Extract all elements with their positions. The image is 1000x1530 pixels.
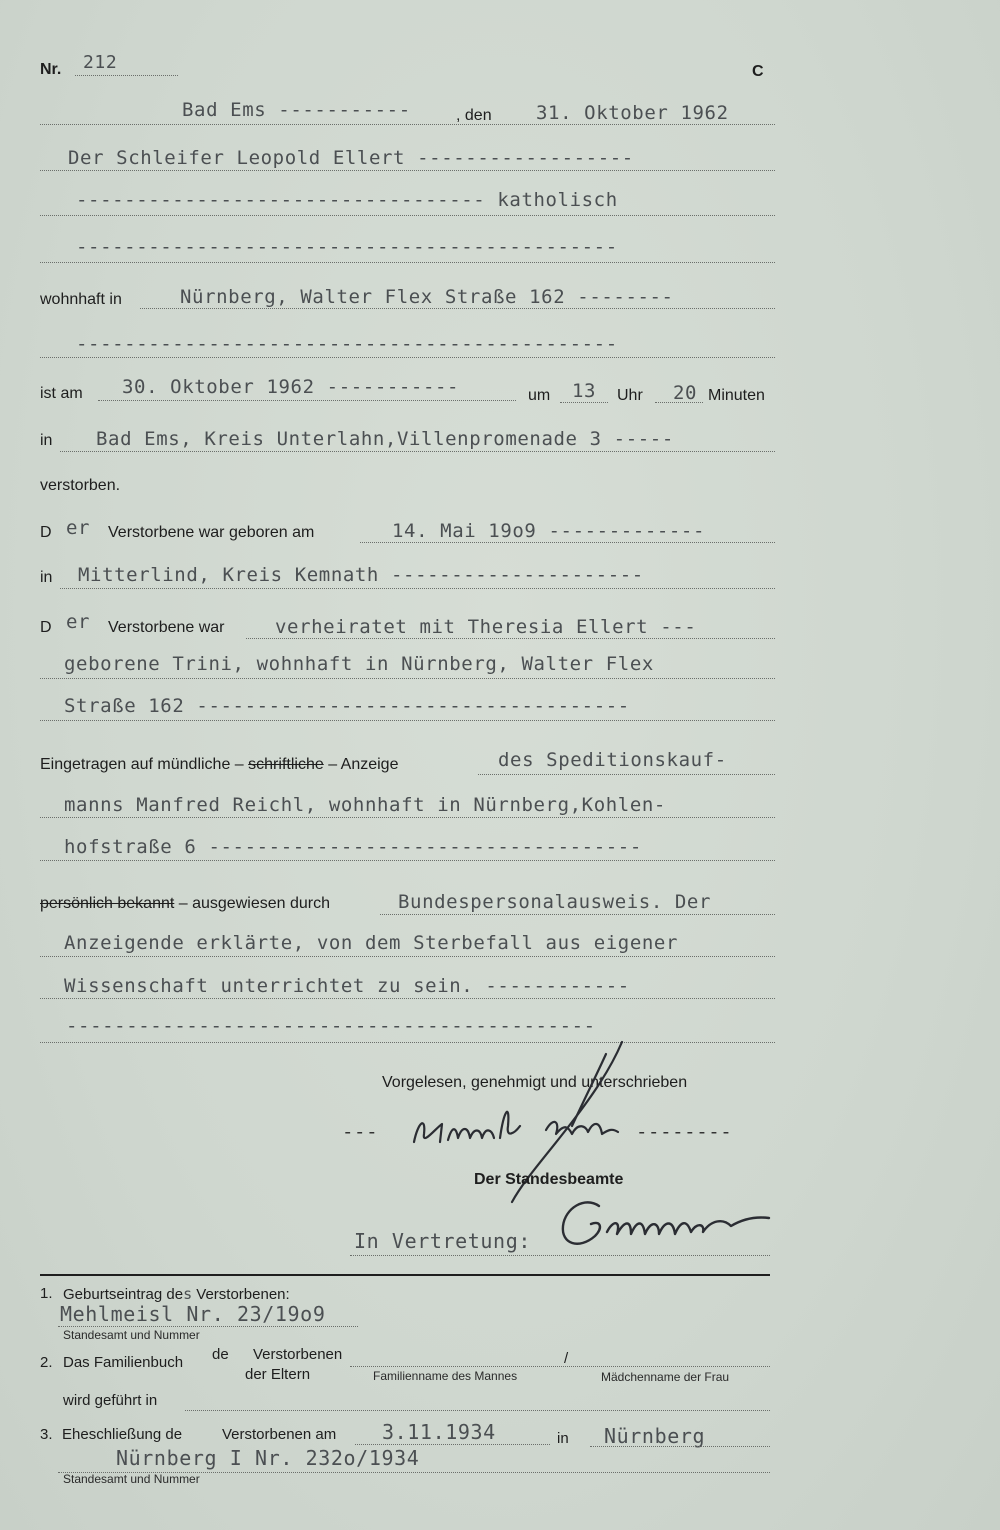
- birth-entry-label-text: Geburtseintrag de: [63, 1286, 184, 1303]
- verstorben-label: verstorben.: [40, 477, 121, 494]
- representation-text: In Vertretung:: [354, 1229, 531, 1253]
- death-place-label: in: [40, 432, 53, 449]
- identification-label-struck: persönlich bekannt: [40, 895, 175, 912]
- line-birth-entry: [58, 1326, 358, 1327]
- line-marital-1: [246, 638, 775, 639]
- marriage-tail: Verstorbenen am: [222, 1426, 337, 1443]
- identification-label-suffix: – ausgewiesen durch: [178, 895, 330, 912]
- line-identification-1: [380, 914, 775, 915]
- line-person-2: [40, 215, 775, 216]
- identification-line-4: --------------------------------------------: [66, 1015, 596, 1037]
- registration-date: 31. Oktober 1962: [536, 102, 729, 124]
- caption-wife: Mädchenname der Frau: [601, 1370, 730, 1384]
- line-family-book: [350, 1366, 770, 1367]
- um-label: um: [528, 387, 551, 404]
- identification-line-3: Wissenschaft unterrichtet zu sein. ------------: [64, 975, 630, 997]
- record-number: 212: [83, 52, 118, 73]
- death-date-label: ist am: [40, 385, 83, 402]
- office-caption-1: Standesamt und Nummer: [63, 1328, 200, 1342]
- approval-text: Vorgelesen, genehmigt und unterschrieben: [382, 1074, 688, 1091]
- death-place: Bad Ems, Kreis Unterlahn,Villenpromenade 3 -----: [96, 428, 674, 450]
- uhr-label: Uhr: [617, 387, 643, 404]
- footer-divider: [40, 1274, 770, 1276]
- spouse-address: Straße 162 ------------------------------------: [64, 695, 630, 717]
- marital-status: verheiratet mit Theresia Ellert ---: [275, 616, 697, 638]
- marriage-place: Nürnberg: [604, 1424, 706, 1448]
- marriage-in-label: in: [557, 1430, 569, 1447]
- line-identification-2: [40, 956, 775, 957]
- minuten-label: Minuten: [708, 387, 765, 404]
- informant-line-1: des Speditionskauf-: [498, 749, 727, 771]
- birth-entry-s: s: [183, 1285, 193, 1303]
- registration-label: [40, 756, 398, 774]
- registrar-signature: [555, 1190, 775, 1260]
- residence-address: Nürnberg, Walter Flex Straße 162 --------: [180, 286, 674, 308]
- identification-line-1: Bundespersonalausweis. Der: [398, 891, 712, 913]
- line-person-3: [40, 262, 775, 263]
- informant-line-3: hofstraße 6 ------------------------------------: [64, 836, 642, 858]
- death-hour: 13: [572, 380, 597, 402]
- place-of-registration: Bad Ems -----------: [182, 99, 411, 121]
- nr-label: Nr.: [40, 61, 62, 78]
- line-hour: [560, 402, 608, 403]
- marital-gender-suffix: er: [66, 611, 91, 633]
- marriage-office: Nürnberg I Nr. 232o/1934: [116, 1446, 420, 1470]
- informant-dashes-left: ---: [342, 1121, 379, 1143]
- birth-date: 14. Mai 19o9 -------------: [392, 520, 706, 542]
- identification-line-2: Anzeigende erklärte, von dem Sterbefall aus eigener: [64, 932, 678, 954]
- family-book-de: de: [212, 1346, 229, 1363]
- form-letter: C: [752, 63, 764, 80]
- informant-line-2: manns Manfred Reichl, wohnhaft in Nürnberg,Kohlen-: [64, 794, 666, 816]
- informant-dashes-right: --------: [636, 1121, 733, 1143]
- line-identification-3: [40, 998, 775, 999]
- line-death-date: [98, 400, 516, 401]
- death-minutes: 20: [673, 382, 698, 404]
- line-registration-2: [40, 817, 775, 818]
- family-book-label: Das Familienbuch: [63, 1354, 184, 1371]
- death-date: 30. Oktober 1962 -----------: [122, 376, 460, 398]
- registration-label-prefix: Eingetragen auf mündliche –: [40, 756, 244, 773]
- residence-filler: ---------------------------------------------: [76, 333, 618, 355]
- registrar-label: Der Standesbeamte: [474, 1171, 624, 1188]
- line-residence-1: [140, 308, 775, 309]
- line-header: [40, 124, 775, 125]
- kept-in-label: wird geführt in: [63, 1392, 158, 1409]
- family-book-slash: /: [564, 1350, 569, 1367]
- birth-place: Mitterlind, Kreis Kemnath ---------------------: [78, 564, 644, 586]
- den-label: , den: [456, 107, 492, 124]
- line-marriage-date: [355, 1444, 550, 1445]
- marriage-label: Eheschließung de: [62, 1426, 183, 1443]
- option-parents: der Eltern: [245, 1366, 311, 1383]
- registration-label-struck: schriftliche: [248, 756, 324, 773]
- birth-entry-label: [63, 1285, 290, 1303]
- office-caption-3: Standesamt und Nummer: [63, 1472, 200, 1486]
- marital-text-label: Verstorbene war: [108, 619, 225, 636]
- line-birth-place: [60, 588, 775, 589]
- deceased-religion: ---------------------------------- katholisch: [76, 189, 618, 211]
- spouse-details: geborene Trini, wohnhaft in Nürnberg, Walter Flex: [64, 653, 654, 675]
- line-birth-date: [360, 542, 775, 543]
- deceased-name: Der Schleifer Leopold Ellert ------------------: [68, 147, 634, 169]
- caption-husband: Familienname des Mannes: [373, 1369, 518, 1383]
- line-kept-in: [185, 1410, 770, 1411]
- informant-signature-text: Manfred Reichl: [466, 1200, 473, 1201]
- person-filler: ---------------------------------------------: [76, 236, 618, 258]
- marital-d-label: D: [40, 619, 52, 636]
- line-registration-1: [478, 774, 775, 775]
- line-minutes: [655, 402, 703, 403]
- identification-label: [40, 895, 330, 913]
- footer-num-3: 3.: [40, 1426, 53, 1443]
- line-marital-3: [40, 720, 775, 721]
- birth-entry-value: Mehlmeisl Nr. 23/19o9: [60, 1302, 326, 1326]
- line-death-place: [60, 451, 775, 452]
- line-marriage-place: [590, 1446, 770, 1447]
- line-registration-3: [40, 860, 775, 861]
- registrar-signature-text: Gemmer: [615, 1258, 619, 1259]
- marriage-date: 3.11.1934: [382, 1420, 496, 1444]
- birth-place-label: in: [40, 569, 53, 586]
- birth-d-label: D: [40, 524, 52, 541]
- registration-label-suffix: – Anzeige: [328, 756, 399, 773]
- line-person-1: [40, 170, 775, 171]
- birth-entry-tail: Verstorbenen:: [196, 1286, 290, 1303]
- footer-num-1: 1.: [40, 1285, 53, 1302]
- birth-gender-suffix: er: [66, 517, 91, 539]
- footer-num-2: 2.: [40, 1354, 53, 1371]
- residence-label: wohnhaft in: [40, 291, 122, 308]
- line-residence-2: [40, 357, 775, 358]
- record-number-line: [75, 75, 178, 76]
- birth-text-label: Verstorbene war geboren am: [108, 524, 315, 541]
- line-marital-2: [40, 678, 775, 679]
- option-deceased: Verstorbenen: [253, 1346, 343, 1363]
